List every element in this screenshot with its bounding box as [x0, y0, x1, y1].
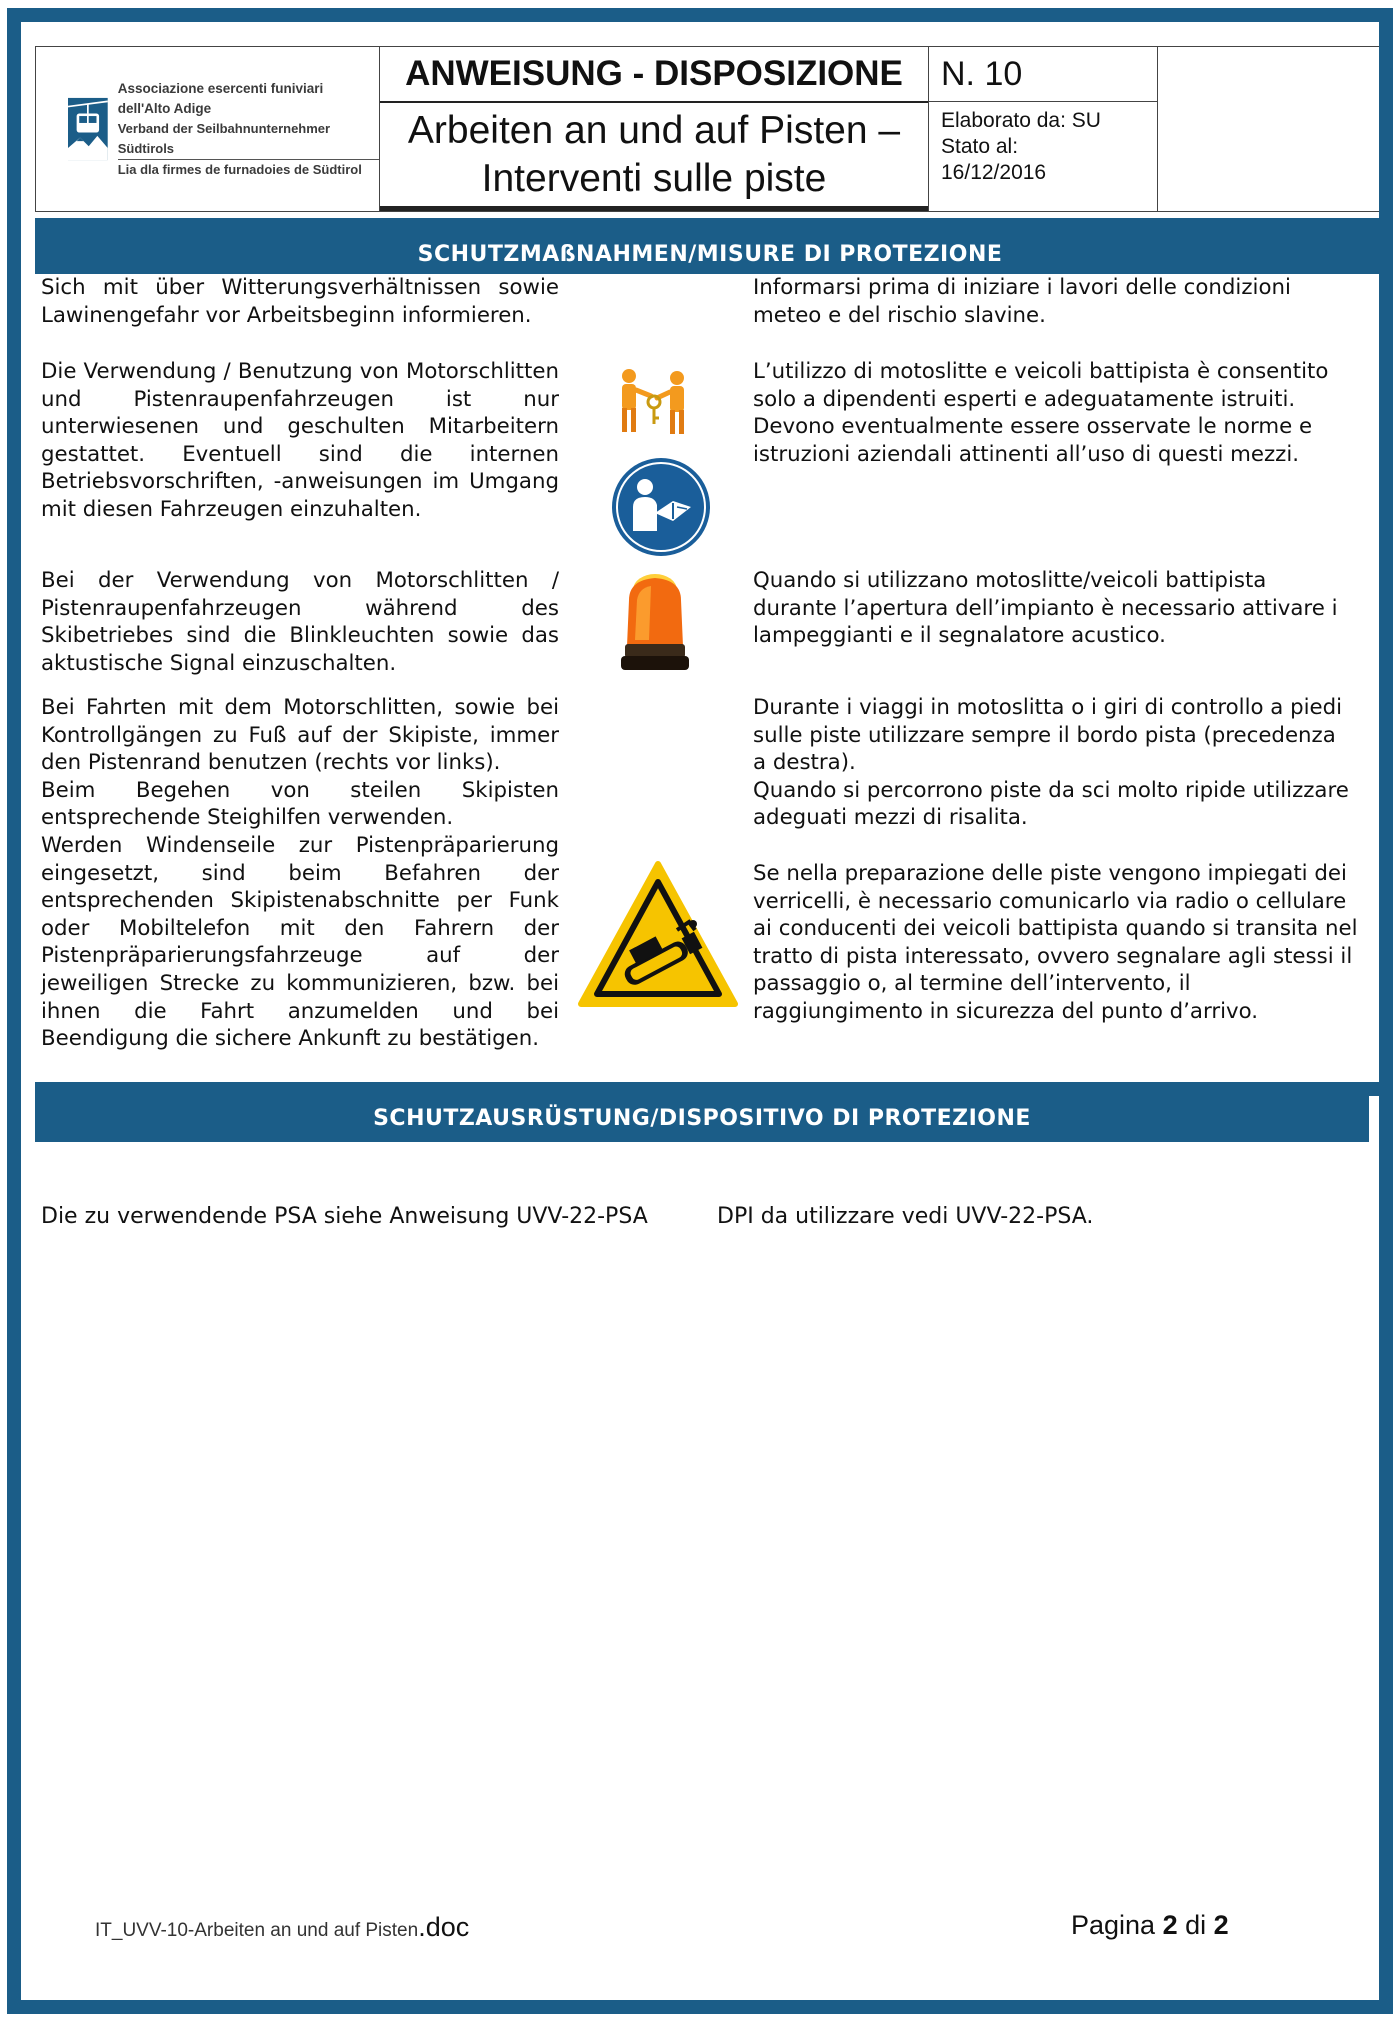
block1-it [753, 274, 1393, 329]
psa-de: Die zu verwendende PSA siehe Anweisung UVV-22-PSA [41, 1204, 648, 1229]
block4-de-text: Bei Fahrten mit dem Motorschlitten, sowie bei Kontrollgängen zu Fuß auf der Skipiste, immer den Pistenrand benutzen (rechts vor links). [41, 695, 559, 776]
meta-cell [929, 47, 1158, 211]
block4a-it-line: sulle piste utilizzare sempre il bordo pista (precedenza [753, 722, 1336, 748]
block3-de [41, 567, 559, 677]
block4a-it [753, 694, 1393, 832]
logo-cell [36, 47, 380, 211]
block4b-it-line: ai conducenti dei veicoli battipista quando si transita nel [753, 916, 1358, 942]
block3-it [753, 567, 1393, 650]
block1-it-line: meteo e del rischio slavine. [753, 302, 1046, 328]
block4-de [41, 694, 559, 1053]
document-type-title: ANWEISUNG - DISPOSIZIONE [380, 47, 928, 103]
block3-it-line: durante l’apertura dell’impianto è necessario attivare i [753, 595, 1338, 621]
block4b-it-line: raggiungimento in sicurezza del punto d’arrivo. [753, 998, 1259, 1024]
page-total: 2 [1213, 1910, 1229, 1940]
block4b-it [753, 860, 1393, 1026]
page-mid: di [1177, 1910, 1214, 1940]
block4a-it-line: a destra). [753, 750, 856, 776]
status-date: 16/12/2016 [941, 161, 1047, 184]
title-de: Arbeiten an und auf Pisten – [407, 108, 901, 152]
logo-line-de: Verband der Seilbahnunternehmer Südtirols [117, 120, 331, 156]
block2-de-text: Die Verwendung / Benutzung von Motorschlitten und Pistenraupenfahrzeugen ist nur unterwiesenen und geschulten Mitarbeitern gestattet. Eventuell sind die internen Betriebsvorschriften, -anweisungen im Umgang mit diesen Fahrzeugen einzuhalten. [41, 359, 559, 522]
beacon-light-icon [617, 570, 693, 676]
status-label: Stato al: [941, 135, 1019, 158]
block1-it-line: Informarsi prima di iniziare i lavori delle condizioni [753, 275, 1291, 300]
psa-it: DPI da utilizzare vedi UVV-22-PSA. [717, 1204, 1094, 1229]
block1-de-text: Sich mit über Witterungsverhältnissen sowie Lawinengefahr vor Arbeitsbeginn informieren. [41, 275, 559, 328]
block4b-it-line: Se nella preparazione delle piste vengono impiegati dei [753, 861, 1347, 886]
title-cell [380, 47, 929, 211]
header-divider-band [35, 218, 1385, 234]
block2-it-line: L’utilizzo di motoslitte e veicoli battipista è consentito [753, 359, 1329, 384]
blank-cell [1158, 47, 1384, 211]
logo-line-it: Associazione esercenti funiviari dell'Alto Adige [117, 80, 324, 116]
title-it: Interventi sulle piste [481, 156, 827, 200]
document-header [35, 46, 1385, 212]
page-frame [7, 8, 1393, 2014]
footer-file-extension: .doc [418, 1912, 470, 1942]
logo-line-lad: Lia dla firmes de furnadoies de Südtirol [118, 159, 379, 180]
block4a-it-line: Quando si percorrono piste da sci molto ripide utilizzare [753, 777, 1349, 803]
footer-filename [95, 1912, 469, 1943]
block3-it-line: Quando si utilizzano motoslitte/veicoli battipista [753, 568, 1267, 593]
block4b-it-line: verricelli, è necessario comunicarlo via radio o cellulare [753, 888, 1347, 914]
block4-de-text: Werden Windenseile zur Pistenpräparierung eingesetzt, sind beim Befahren der entsprechenden Skipistenabschnitte per Funk oder Mobiltelefon mit den Fahrern der Pistenpräparierungsfahrzeuge auf der jeweiligen Strecke zu kommunizieren, bzw. bei ihnen die Fahrt anzumelden und bei Beendigung die sichere Ankunft zu bestätigen. [41, 832, 559, 1052]
block3-it-line: lampeggianti e il segnalatore acustico. [753, 623, 1166, 649]
document-title [380, 103, 928, 211]
block2-it-line: solo a dipendenti esperti e adeguatamente istruiti. [753, 386, 1296, 412]
footer-filename-text: IT_UVV-10-Arbeiten an und auf Pisten [95, 1920, 419, 1941]
block4-de-text: Beim Begehen von steilen Skipisten entsprechende Steighilfen verwenden. [41, 777, 559, 831]
block1-de [41, 274, 559, 329]
logo-text [118, 79, 379, 180]
read-instructions-icon [611, 457, 711, 557]
block3-de-text: Bei der Verwendung von Motorschlitten / Pistenraupenfahrzeugen während des Skibetriebes sind die Blinkleuchten sowie das aktustische Signal einzuschalten. [41, 568, 559, 676]
block2-it [753, 358, 1393, 468]
block4b-it-line: tratto di pista interessato, ovvero segnalare agli stessi il [753, 943, 1353, 969]
block4b-it-line: passaggio o, al termine dell’intervento, il [753, 971, 1191, 997]
document-meta [929, 102, 1157, 211]
block4a-it-line: adeguati mezzi di risalita. [753, 805, 1028, 831]
block4a-it-line: Durante i viaggi in motoslitta o i giri di controllo a piedi [753, 695, 1343, 720]
section-title-protection-measures: SCHUTZMAßNAHMEN/MISURE DI PROTEZIONE [35, 234, 1385, 274]
cable-car-logo-icon [68, 93, 108, 165]
block2-it-line: istruzioni aziendali attinenti all’uso di questi mezzi. [753, 441, 1300, 467]
section-title-protective-equipment: SCHUTZAUSRÜSTUNG/DISPOSITIVO DI PROTEZIONE [35, 1094, 1369, 1142]
page-current: 2 [1162, 1910, 1178, 1940]
prepared-by: Elaborato da: SU [941, 109, 1101, 132]
block2-it-line: Devono eventualmente essere osservate le norme e [753, 414, 1313, 440]
handover-instruction-icon [613, 366, 695, 446]
block2-de [41, 358, 559, 524]
document-number: N. 10 [929, 47, 1157, 102]
page-prefix: Pagina [1071, 1910, 1163, 1940]
piste-groomer-warning-icon [577, 860, 739, 1008]
footer-page-number [1071, 1910, 1229, 1941]
